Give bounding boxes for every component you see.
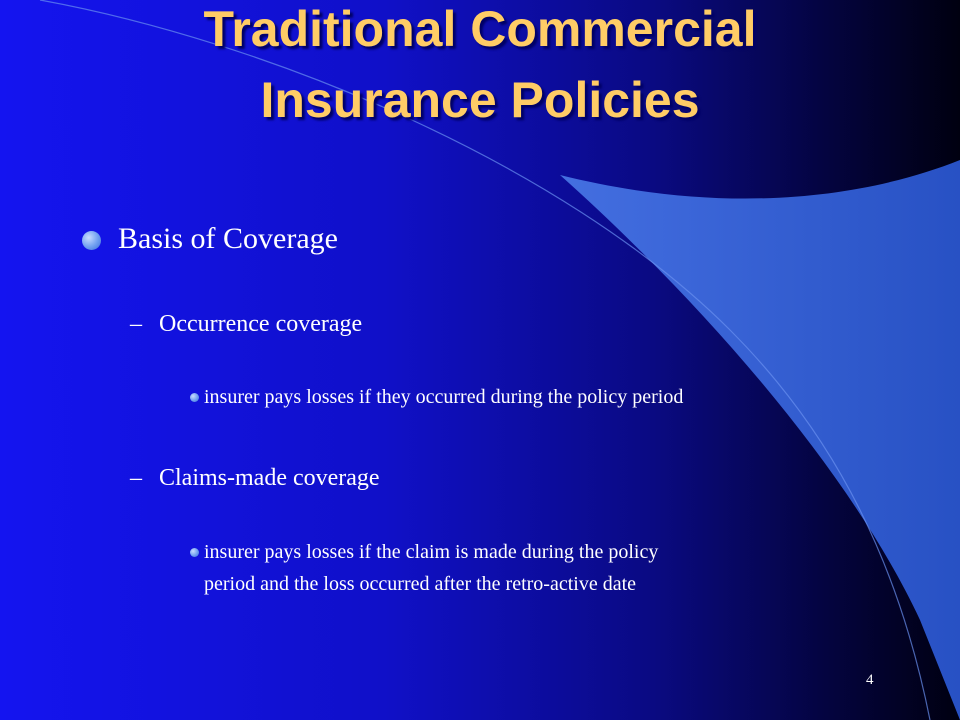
sub-bullet-occurrence-coverage: Occurrence coverage (159, 311, 363, 337)
dash-icon: – (130, 465, 142, 491)
sub-bullet-claims-made-coverage: Claims-made coverage (159, 465, 380, 491)
bullet-dot-icon (82, 231, 101, 250)
dash-icon: – (130, 311, 142, 337)
page-number: 4 (866, 672, 874, 688)
bullet-basis-of-coverage: Basis of Coverage (118, 222, 338, 255)
slide-title-line-1: Traditional Commercial (203, 1, 757, 57)
detail-claims-made-line-1: insurer pays losses if the claim is made during the policy (204, 541, 659, 563)
swoosh-shape (560, 160, 960, 720)
detail-occurrence: insurer pays losses if they occurred during the policy period (204, 386, 684, 408)
small-bullet-dot-icon (190, 548, 199, 557)
small-bullet-dot-icon (190, 393, 199, 402)
slide-title-line-2: Insurance Policies (260, 72, 700, 128)
detail-claims-made-line-2: period and the loss occurred after the retro-active date (204, 573, 637, 595)
